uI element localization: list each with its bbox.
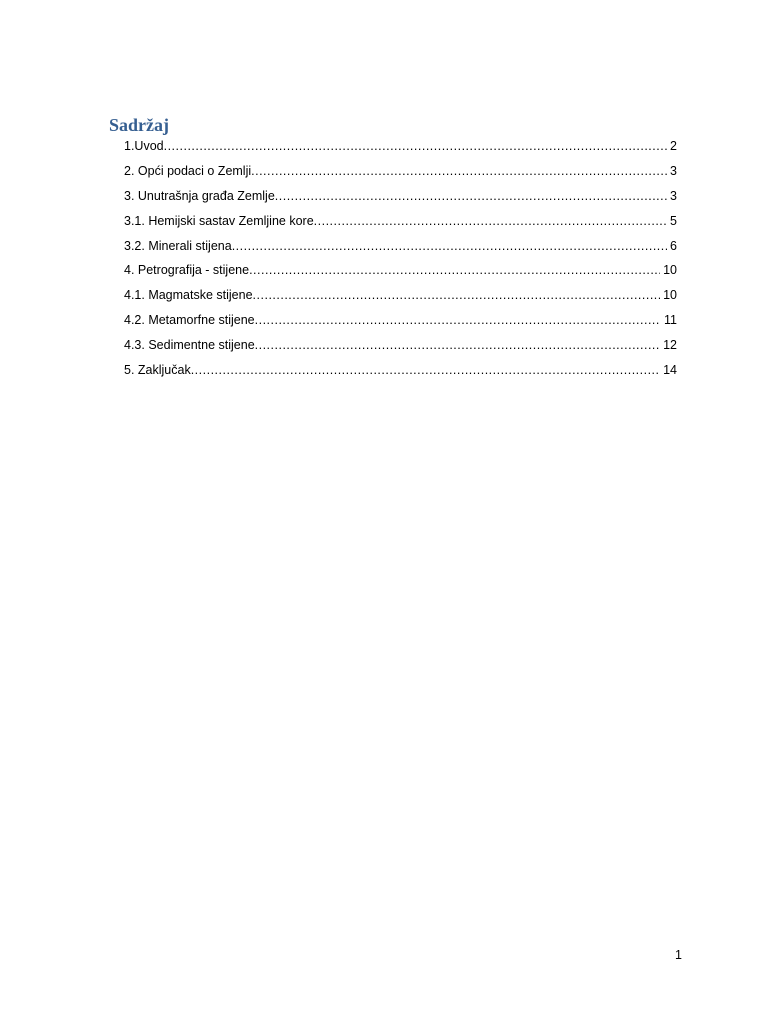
toc-entry-page: 3 [670,163,677,178]
toc-entry-label: 4.3. Sedimentne stijene [124,338,255,353]
toc-entry-zakljucak[interactable] [124,358,677,383]
toc-dot-leader [164,134,667,158]
toc-entry-label: 4.2. Metamorfne stijene [124,313,255,328]
table-of-contents [124,134,677,383]
toc-entry-page: 3 [670,188,677,203]
toc-entry-metamorfne-stijene[interactable] [124,308,677,333]
toc-entry-label: 3.2. Minerali stijena [124,238,232,253]
toc-dot-leader [314,209,667,233]
toc-entry-uvod[interactable] [124,134,677,159]
toc-dot-leader [251,159,667,183]
toc-entry-magmatske-stijene[interactable] [124,283,677,308]
toc-entry-label: 3.1. Hemijski sastav Zemljine kore [124,213,314,228]
toc-dot-leader [249,258,660,282]
toc-dot-leader [232,234,667,258]
toc-dot-leader [255,308,661,332]
toc-entry-label: 2. Opći podaci o Zemlji [124,163,252,178]
toc-entry-page: 10 [663,288,677,303]
toc-dot-leader [191,358,660,382]
toc-entry-page: 5 [670,213,677,228]
toc-entry-label: 4.1. Magmatske stijene [124,288,253,303]
toc-entry-minerali-stijena[interactable] [124,234,677,259]
toc-entry-label: 1.Uvod [124,139,164,153]
toc-dot-leader [253,283,661,307]
toc-entry-unutrasnja-gradja[interactable] [124,184,677,209]
toc-dot-leader [255,333,660,357]
page-number: 1 [675,948,682,962]
toc-entry-label: 3. Unutrašnja građa Zemlje [124,188,275,203]
toc-entry-hemijski-sastav[interactable] [124,209,677,234]
toc-entry-opci-podaci[interactable] [124,159,677,184]
toc-entry-page: 12 [663,338,677,353]
toc-entry-page: 6 [670,238,677,253]
toc-entry-page: 11 [664,313,677,328]
toc-dot-leader [275,184,667,208]
toc-entry-sedimentne-stijene[interactable] [124,333,677,358]
toc-title: Sadržaj [109,115,169,135]
toc-entry-label: 4. Petrografija - stijene [124,263,250,278]
toc-entry-petrografija[interactable] [124,258,677,283]
toc-entry-page: 10 [663,263,677,278]
toc-entry-page: 2 [670,139,677,153]
toc-entry-page: 14 [663,363,677,378]
toc-entry-label: 5. Zaključak [124,363,191,378]
